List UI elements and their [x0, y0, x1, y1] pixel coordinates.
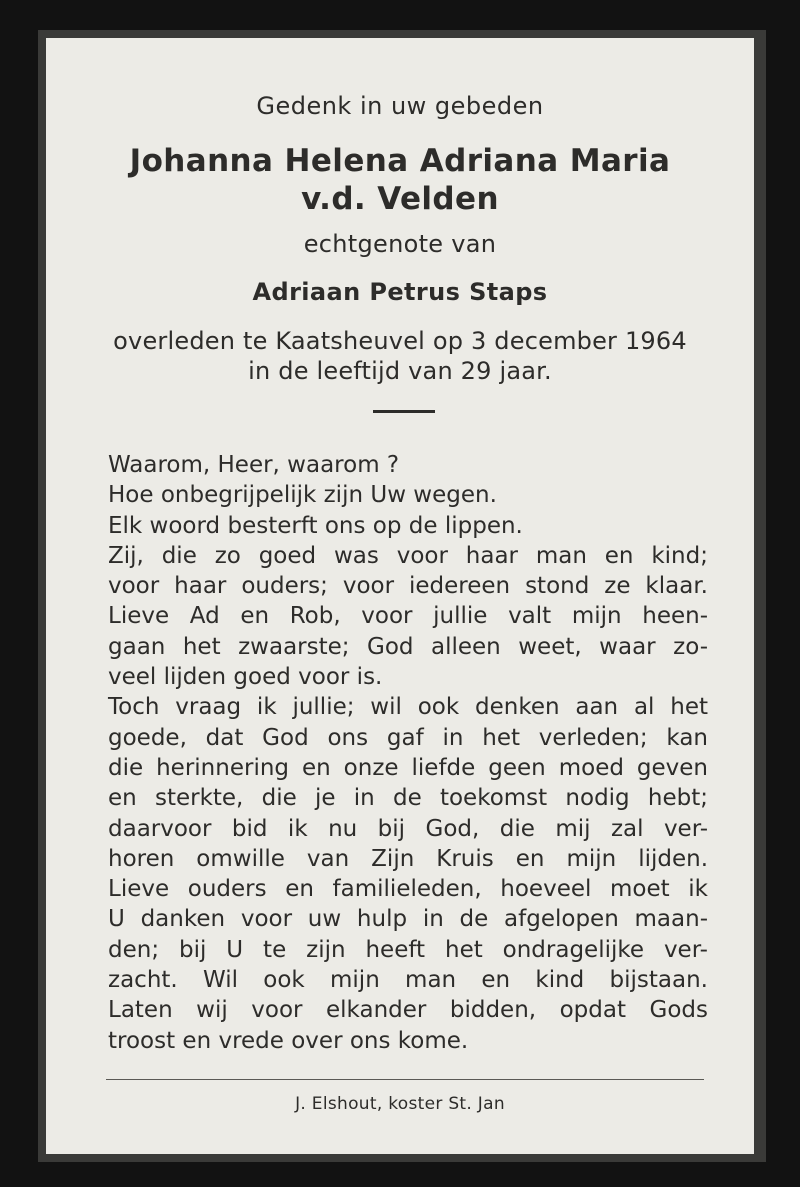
poem-line: troost en vrede over ons kome.	[108, 1027, 469, 1054]
memorial-card	[46, 38, 754, 1154]
printer-credit: J. Elshout, koster St. Jan	[295, 1094, 505, 1114]
divider	[373, 410, 435, 413]
poem-line: den; bij U te zijn heeft het ondragelijke ver-	[108, 936, 708, 963]
poem-line: Waarom, Heer, waarom ?	[108, 452, 400, 478]
poem-line: goede, dat God ons gaf in het verleden; kan	[108, 724, 708, 751]
poem-line: U danken voor uw hulp in de afgelopen maan-	[108, 906, 708, 933]
footer-rule	[106, 1079, 704, 1080]
poem-line: Lieve Ad en Rob, voor jullie valt mijn heen-	[108, 603, 708, 630]
intro-text: Gedenk in uw gebeden	[256, 92, 544, 120]
poem-line: Laten wij voor elkander bidden, opdat Gods	[108, 997, 708, 1024]
deceased-name	[46, 142, 754, 218]
poem-line: die herinnering en onze liefde geen moed geven	[108, 754, 708, 781]
poem-line: Toch vraag ik jullie; wil ook denken aan al het	[108, 694, 708, 721]
death-notice-line-2: in de leeftijd van 29 jaar.	[248, 357, 552, 385]
poem-line: daarvoor bid ik nu bij God, die mij zal ver-	[108, 815, 708, 842]
poem-line: en sterkte, die je in de toekomst nodig hebt;	[108, 785, 708, 812]
poem-line: voor haar ouders; voor iedereen stond ze klaar.	[108, 573, 708, 600]
spouse-name: Adriaan Petrus Staps	[252, 278, 548, 306]
deceased-name-line-2: v.d. Velden	[301, 181, 499, 217]
poem-line: Lieve ouders en familieleden, hoeveel moet ik	[108, 876, 708, 903]
death-notice-line-1: overleden te Kaatsheuvel op 3 december 1964	[113, 327, 687, 355]
death-notice	[46, 326, 754, 386]
poem-line: gaan het zwaarste; God alleen weet, waar zo-	[108, 633, 708, 660]
poem-line: Elk woord besterft ons op de lippen.	[108, 512, 523, 539]
poem	[108, 450, 708, 1056]
spouse-label: echtgenote van	[303, 230, 497, 258]
poem-line: zacht. Wil ook mijn man en kind bijstaan.	[108, 967, 708, 994]
deceased-name-line-1: Johanna Helena Adriana Maria	[129, 143, 671, 179]
poem-line: horen omwille van Zijn Kruis en mijn lijden.	[108, 845, 708, 872]
poem-line: Zij, die zo goed was voor haar man en kind;	[108, 542, 708, 569]
poem-line: veel lijden goed voor is.	[108, 664, 383, 691]
poem-line: Hoe onbegrijpelijk zijn Uw wegen.	[108, 482, 497, 509]
